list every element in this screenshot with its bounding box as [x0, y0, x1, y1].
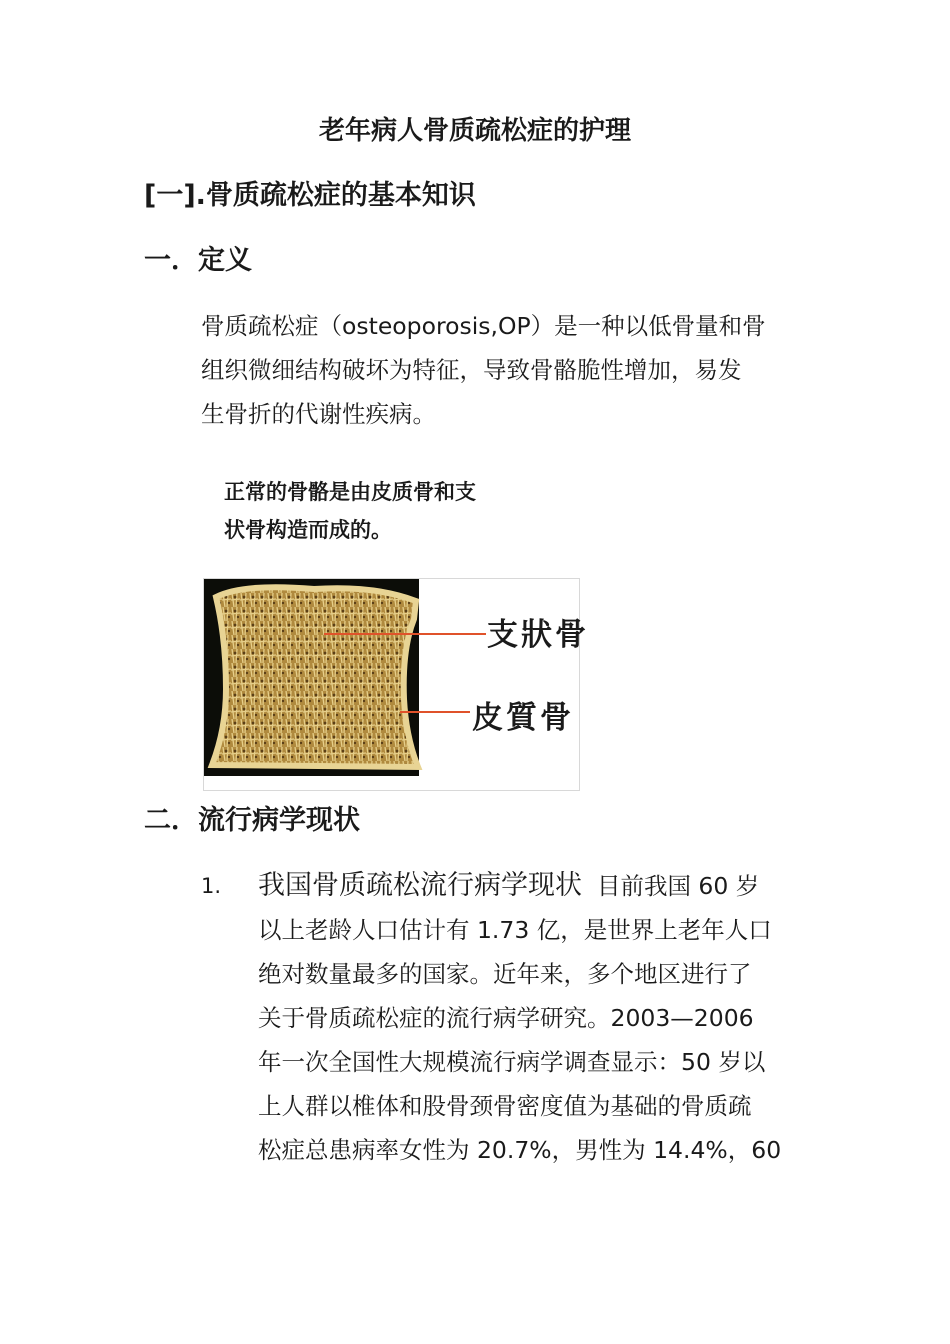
list-item-line: 以上老龄人口估计有 1.73 亿，是世界上老年人口	[258, 916, 772, 944]
list-item-first-line	[258, 864, 808, 908]
paragraph-line: 骨质疏松症（osteoporosis,OP）是一种以低骨量和骨	[201, 312, 766, 340]
bone-structure-figure	[203, 578, 589, 791]
caption-line: 状骨构造而成的。	[224, 518, 392, 542]
figure-caption	[224, 473, 476, 549]
list-item-line: 松症总患病率女性为 20.7%，男性为 14.4%，60	[258, 1136, 782, 1164]
document-title: 老年病人骨质疏松症的护理	[318, 116, 631, 146]
label-trabecular-bone: 支狀骨	[487, 617, 589, 653]
caption-line: 正常的骨骼是由皮质骨和支	[224, 480, 476, 504]
list-item-first-line-text: 目前我国 60 岁	[596, 872, 760, 900]
list-item-line: 上人群以椎体和股骨颈骨密度值为基础的骨质疏	[258, 1092, 752, 1120]
section-heading: [一].骨质疏松症的基本知识	[144, 180, 476, 211]
list-item-line: 绝对数量最多的国家。近年来，多个地区进行了	[258, 960, 752, 988]
list-item-line: 年一次全国性大规模流行病学调查显示：50 岁以	[258, 1048, 766, 1076]
list-item-heading: 我国骨质疏松流行病学现状	[258, 870, 582, 901]
subsection-heading-epidemiology: 二．流行病学现状	[144, 805, 360, 836]
list-item-body	[258, 864, 808, 1172]
paragraph-line: 组织微细结构破坏为特征，导致骨骼脆性增加，易发	[201, 356, 742, 384]
paragraph-line: 生骨折的代谢性疾病。	[201, 400, 436, 428]
definition-paragraph	[201, 304, 801, 436]
list-item-number: 1.	[201, 874, 222, 898]
list-item-line: 关于骨质疏松症的流行病学研究。2003—2006	[258, 1004, 754, 1032]
subsection-heading-definition: 一．定义	[144, 245, 252, 276]
label-cortical-bone: 皮質骨	[472, 700, 574, 736]
